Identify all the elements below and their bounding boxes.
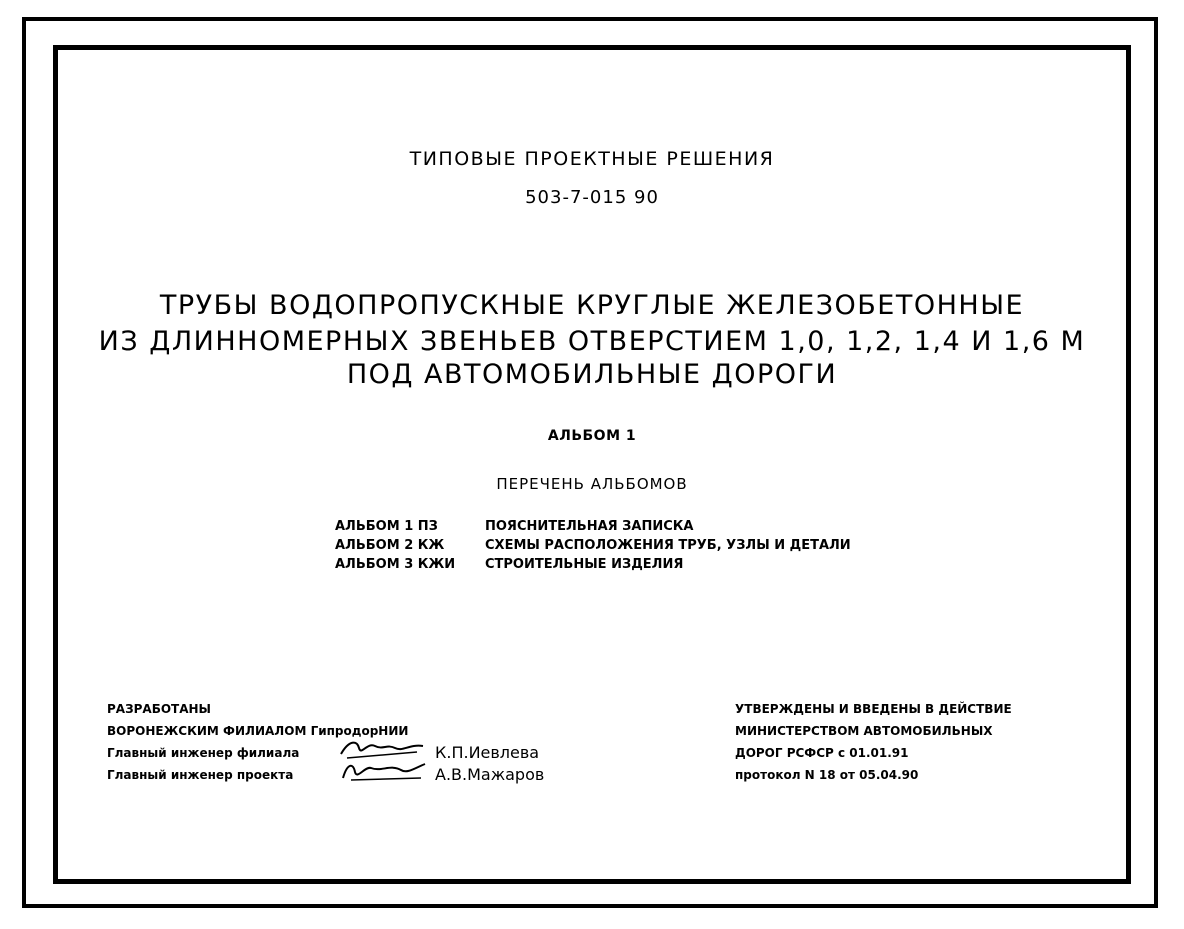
album-label: АЛЬБОМ 1 <box>547 428 637 444</box>
signature-icon <box>337 758 427 784</box>
album-code: АЛЬБОМ 1 ПЗ <box>335 519 438 534</box>
title-line-2: ИЗ ДЛИННОМЕРНЫХ ЗВЕНЬЕВ ОТВЕРСТИЕМ 1,0, 1,2, 1,4 И 1,6 М <box>98 326 1086 357</box>
album-description: ПОЯСНИТЕЛЬНАЯ ЗАПИСКА <box>485 519 694 534</box>
approved-line-3: ДОРОГ РСФСР с 01.01.91 <box>735 746 909 760</box>
signer-1-name: К.П.Иевлева <box>435 743 540 762</box>
developed-by-block <box>107 698 545 786</box>
signer-1-role: Главный инженер филиала <box>107 746 300 760</box>
signer-2-role: Главный инженер проекта <box>107 768 294 782</box>
album-code: АЛЬБОМ 2 КЖ <box>335 538 445 553</box>
approved-line-2: МИНИСТЕРСТВОМ АВТОМОБИЛЬНЫХ <box>735 724 993 738</box>
albums-list <box>335 517 851 574</box>
document-number: 503-7-015 90 <box>525 187 659 208</box>
approved-block <box>735 698 1012 786</box>
title-line-3: ПОД АВТОМОБИЛЬНЫЕ ДОРОГИ <box>346 359 838 390</box>
approved-line-1: УТВЕРЖДЕНЫ И ВВЕДЕНЫ В ДЕЙСТВИЕ <box>735 702 1012 716</box>
album-row <box>335 517 851 536</box>
signer-row-2 <box>107 764 545 786</box>
approved-line-4: протокол N 18 от 05.04.90 <box>735 768 919 782</box>
signer-2-name: А.В.Мажаров <box>435 765 545 784</box>
album-row <box>335 555 851 574</box>
title-line-1: ТРУБЫ ВОДОПРОПУСКНЫЕ КРУГЛЫЕ ЖЕЛЕЗОБЕТОННЫЕ <box>159 290 1025 321</box>
developer-org: ВОРОНЕЖСКИМ ФИЛИАЛОМ ГипродорНИИ <box>107 724 409 738</box>
developed-label: РАЗРАБОТАНЫ <box>107 702 211 716</box>
album-code: АЛЬБОМ 3 КЖИ <box>335 557 456 572</box>
album-description: СТРОИТЕЛЬНЫЕ ИЗДЕЛИЯ <box>485 557 684 572</box>
header-line-1: ТИПОВЫЕ ПРОЕКТНЫЕ РЕШЕНИЯ <box>409 148 775 170</box>
albums-list-title: ПЕРЕЧЕНЬ АЛЬБОМОВ <box>496 475 688 493</box>
album-description: СХЕМЫ РАСПОЛОЖЕНИЯ ТРУБ, УЗЛЫ И ДЕТАЛИ <box>485 538 851 553</box>
album-row <box>335 536 851 555</box>
